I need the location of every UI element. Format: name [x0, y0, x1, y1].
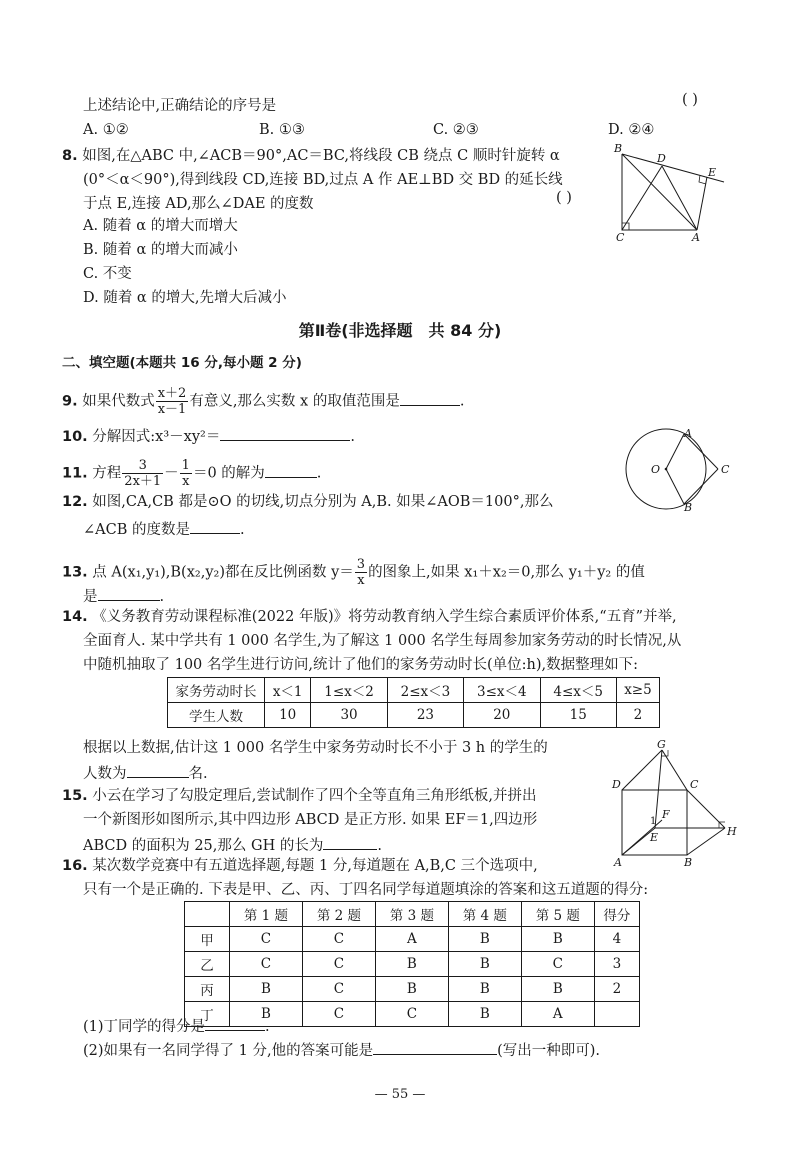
q14-line5 [83, 762, 208, 784]
q16-cell: B [448, 1002, 521, 1027]
q12-answer-blank[interactable] [190, 518, 240, 534]
q15-label-h: H [727, 825, 737, 838]
q15-question [62, 786, 537, 806]
q14-question [62, 607, 677, 627]
q16-sub2b: (写出一种即可). [497, 1043, 601, 1059]
q13-period: . [159, 589, 165, 605]
q16-sub2 [83, 1039, 600, 1061]
q14-th-5: 4≤x＜5 [540, 678, 616, 703]
q16-cell: B [375, 952, 448, 977]
q14-td-2: 30 [311, 703, 387, 728]
q11-pre: 方程 [92, 465, 122, 482]
section-2-title: 第Ⅱ卷(非选择题 共 84 分) [298, 321, 502, 340]
q16-table-header-row [185, 902, 640, 927]
q16-number: 16. [62, 858, 88, 874]
q16-sub2a: (2)如果有一名同学得了 1 分,他的答案可能是 [83, 1043, 374, 1059]
q16-sub1-text: (1)丁同学的得分是 [83, 1019, 206, 1035]
q12-center-dot [665, 468, 668, 471]
q16-th-2: 第 2 题 [302, 902, 375, 927]
q10-period: . [350, 429, 355, 445]
q11-post: ＝0 的解为 [192, 465, 265, 482]
q16-cell: B [448, 927, 521, 952]
q14-th-3: 2≤x＜3 [387, 678, 463, 703]
q16-th-3: 第 3 题 [375, 902, 448, 927]
q11-question [62, 458, 321, 489]
q14-answer-blank[interactable] [127, 762, 189, 778]
q14-number: 14. [62, 609, 88, 625]
page-number: — 55 — [374, 1087, 426, 1102]
q10-number: 10. [62, 429, 88, 445]
q15-line-dg [622, 750, 662, 790]
q10-answer-blank[interactable] [220, 425, 350, 441]
q9-pre: 如果代数式 [82, 393, 155, 410]
q13-fraction [355, 557, 367, 588]
q12-number: 12. [62, 494, 88, 510]
q12-question [62, 492, 553, 512]
q8-label-b: B [614, 142, 623, 155]
q13-pre: 点 A(x₁,y₁),B(x₂,y₂)都在反比例函数 y＝ [92, 564, 354, 581]
q14-line5b: 名. [188, 766, 208, 782]
q16-cell: C [521, 952, 594, 977]
q16-question [62, 856, 538, 876]
q12-period: . [239, 522, 245, 538]
q15-number: 15. [62, 788, 88, 804]
q7-answer-paren: ( ) [682, 92, 698, 108]
q16-th-6: 得分 [594, 902, 639, 927]
q16-cell: C [302, 927, 375, 952]
q8-option-c: C. 不变 [83, 266, 132, 282]
q14-td-3: 23 [387, 703, 463, 728]
q14-td-1: 10 [265, 703, 311, 728]
q16-cell: A [521, 1002, 594, 1027]
q13-post: 的图象上,如果 x₁＋x₂＝0,那么 y₁＋y₂ 的值 [368, 564, 645, 581]
q16-cell: 丙 [185, 977, 230, 1002]
q12-label-a: A [684, 427, 692, 440]
q13-number: 13. [62, 564, 88, 581]
q15-line3-wrap [83, 834, 382, 856]
q15-line1: 小云在学习了勾股定理后,尝试制作了四个全等直角三角形纸板,并拼出 [92, 788, 537, 804]
q14-th-1: x＜1 [265, 678, 311, 703]
q13-answer-blank[interactable] [98, 585, 160, 601]
q15-label-e: E [650, 831, 659, 844]
q11-f1-num: 3 [122, 458, 163, 474]
q9-frac-den: x－1 [157, 402, 187, 417]
q14-td-6: 2 [616, 703, 659, 728]
q12-figure [618, 425, 738, 515]
q12-line-oa [666, 434, 684, 469]
q8-option-a: A. 随着 α 的增大而增大 [83, 218, 238, 234]
q16-th-1: 第 1 题 [230, 902, 303, 927]
q11-number: 11. [62, 465, 88, 482]
q9-post: 有意义,那么实数 x 的取值范围是 [189, 393, 400, 410]
q13-frac-den: x [357, 573, 365, 588]
q15-label-c: C [690, 778, 699, 791]
q14-td-4: 20 [464, 703, 540, 728]
q15-answer-blank[interactable] [323, 834, 377, 850]
q8-line-ae [697, 177, 707, 230]
q16-cell: B [230, 1002, 303, 1027]
q16-sub2-blank[interactable] [373, 1039, 497, 1055]
q15-line-hb [687, 828, 725, 855]
q16-cell: C [375, 1002, 448, 1027]
q16-cell: 甲 [185, 927, 230, 952]
q9-question [62, 386, 464, 417]
q14-line3: 中随机抽取了 100 名学生进行访问,统计了他们的家务劳动时长(单位:h),数据整理如下: [83, 657, 639, 673]
q8-figure [612, 140, 732, 245]
q14-line2: 全面育人. 某中学共有 1 000 名学生,为了解这 1 000 名学生每周参加家务劳动的时长情况,从 [83, 633, 682, 649]
q8-line-cd [622, 166, 662, 230]
q13-line2-wrap [83, 585, 164, 607]
q11-f2-num: 1 [181, 458, 190, 473]
q14-line4: 根据以上数据,估计这 1 000 名学生中家务劳动时长不小于 3 h 的学生的 [83, 740, 548, 756]
q14-th-4: 3≤x＜4 [464, 678, 540, 703]
q14-th-2: 1≤x＜2 [311, 678, 387, 703]
q12-line-cb [684, 469, 718, 504]
q8-option-b: B. 随着 α 的增大而减小 [83, 242, 238, 258]
q16-cell: B [230, 977, 303, 1002]
q16-cell: C [302, 1002, 375, 1027]
q12-line1: 如图,CA,CB 都是⊙O 的切线,切点分别为 A,B. 如果∠AOB＝100°,那么 [92, 494, 554, 510]
q16-row-jia [185, 927, 640, 952]
q8-label-a: A [692, 231, 700, 244]
q15-label-g: G [657, 738, 666, 751]
q7-option-b: B. ①③ [259, 122, 305, 138]
q15-period: . [377, 838, 382, 854]
q12-line2-wrap [83, 518, 245, 540]
q9-number: 9. [62, 393, 78, 410]
q12-label-c: C [721, 463, 730, 476]
q16-sub1-period: . [265, 1019, 270, 1035]
q16-cell [594, 1002, 639, 1027]
q16-cell: C [302, 977, 375, 1002]
q11-answer-blank[interactable] [265, 462, 317, 478]
q16-sub1-blank[interactable] [205, 1015, 265, 1031]
q13-frac-num: 3 [356, 557, 366, 572]
q14-td-5: 15 [540, 703, 616, 728]
q11-f2-den: x [182, 474, 190, 489]
q16-cell: B [448, 952, 521, 977]
q16-sub1 [83, 1015, 270, 1037]
q11-period: . [316, 465, 322, 482]
q16-cell: B [448, 977, 521, 1002]
q8-option-d: D. 随着 α 的增大,先增大后减小 [83, 290, 287, 306]
q8-line-ad [662, 166, 697, 230]
q15-line2: 一个新图形如图所示,其中四边形 ABCD 是正方形. 如果 EF＝1,四边形 [83, 812, 538, 828]
q7-option-c: C. ②③ [433, 122, 479, 138]
q14-line5a: 人数为 [83, 766, 127, 782]
q8-line1: 如图,在△ABC 中,∠ACB＝90°,AC＝BC,将线段 CB 绕点 C 顺时针旋转 α [82, 148, 560, 164]
q16-th-4: 第 4 题 [448, 902, 521, 927]
q16-cell: 4 [594, 927, 639, 952]
q16-cell: B [521, 927, 594, 952]
q15-line3a: ABCD 的面积为 25,那么 GH 的长为 [83, 838, 324, 854]
q16-table [184, 901, 640, 1027]
q7-option-d: D. ②④ [608, 122, 655, 138]
q16-row-bing [185, 977, 640, 1002]
q12-line-ob [666, 469, 684, 504]
q9-fraction [156, 386, 189, 417]
q14-th-0: 家务劳动时长 [168, 678, 265, 703]
q16-cell: A [375, 927, 448, 952]
q15-label-ef-length: 1 [650, 816, 657, 827]
q8-number: 8. [62, 148, 78, 164]
q11-f1-den: 2x＋1 [124, 474, 162, 489]
q7-option-a: A. ①② [83, 122, 129, 138]
q14-line1: 《义务教育劳动课程标准(2022 年版)》将劳动教育纳入学生综合素质评价体系,“五育”并举, [92, 609, 677, 625]
q16-line1: 某次数学竞赛中有五道选择题,每题 1 分,每道题在 A,B,C 三个选项中, [92, 858, 538, 874]
q14-th-6: x≥5 [616, 678, 659, 703]
q9-answer-blank[interactable] [400, 390, 460, 406]
q16-cell: C [230, 927, 303, 952]
q16-cell: 乙 [185, 952, 230, 977]
q10-text: 分解因式:x³－xy²＝ [92, 429, 221, 445]
q16-th-0 [185, 902, 230, 927]
q12-label-b: B [684, 501, 693, 514]
q15-figure [612, 740, 737, 870]
q8-label-e: E [708, 166, 717, 179]
q15-label-a: A [614, 856, 622, 869]
q16-row-yi [185, 952, 640, 977]
q8-question [62, 146, 560, 166]
q10-question [62, 425, 355, 447]
q11-minus: － [164, 465, 179, 482]
q15-label-d: D [612, 778, 621, 791]
fill-in-header: 二、填空题(本题共 16 分,每小题 2 分) [62, 355, 302, 371]
q9-period: . [459, 393, 465, 410]
q9-frac-num: x＋2 [157, 386, 187, 401]
q15-label-b: B [684, 856, 693, 869]
q11-fraction-2 [180, 458, 192, 489]
q16-th-5: 第 5 题 [521, 902, 594, 927]
q16-line2: 只有一个是正确的. 下表是甲、乙、丙、丁四名同学每道题填涂的答案和这五道题的得分: [83, 882, 649, 898]
q14-td-0: 学生人数 [168, 703, 265, 728]
q16-cell: 丁 [185, 1002, 230, 1027]
q13-line2: 是 [83, 589, 98, 605]
q8-answer-paren: ( ) [556, 190, 572, 206]
q16-cell: C [302, 952, 375, 977]
q16-cell: 3 [594, 952, 639, 977]
q14-table [167, 677, 660, 728]
q8-line-ab [622, 154, 697, 230]
q7-stem: 上述结论中,正确结论的序号是 [83, 98, 277, 114]
q8-line3: 于点 E,连接 AD,那么∠DAE 的度数 [83, 196, 314, 212]
q16-cell: C [230, 952, 303, 977]
q14-table-header-row [168, 678, 660, 703]
q11-fraction-1 [122, 458, 163, 489]
q12-label-o: O [651, 463, 661, 476]
q16-cell: B [375, 977, 448, 1002]
q12-line2: ∠ACB 的度数是 [83, 522, 190, 538]
q8-label-d: D [657, 152, 666, 165]
q14-table-data-row [168, 703, 660, 728]
q8-label-c: C [616, 231, 625, 244]
q15-label-f: F [662, 808, 670, 821]
q8-line2: (0°＜α＜90°),得到线段 CD,连接 BD,过点 A 作 AE⊥BD 交 BD 的延长线 [83, 172, 563, 188]
q13-question [62, 557, 645, 588]
q16-cell: B [521, 977, 594, 1002]
q16-cell: 2 [594, 977, 639, 1002]
